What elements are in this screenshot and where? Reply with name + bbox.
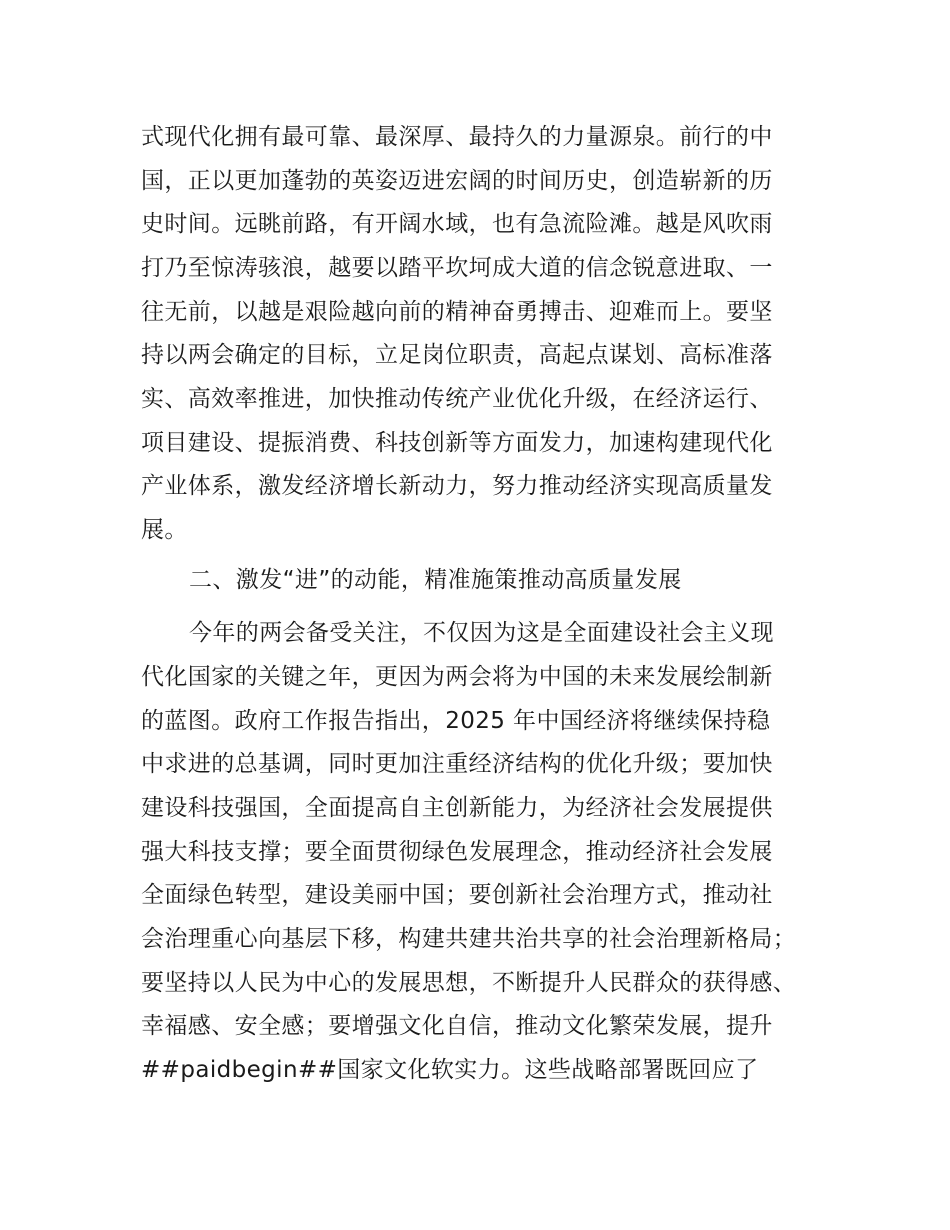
text-line: 项目建设、提振消费、科技创新等方面发力，加速构建现代化: [141, 430, 773, 456]
text-line: 国，正以更加蓬勃的英姿迈进宏阔的时间历史，创造崭新的历: [141, 168, 773, 194]
text-line: 式现代化拥有最可靠、最深厚、最持久的力量源泉。前行的中: [141, 124, 773, 150]
text-line: 实、高效率推进，加快推动传统产业优化升级，在经济运行、: [141, 386, 773, 412]
text-line: 建设科技强国，全面提高自主创新能力，为经济社会发展提供: [141, 795, 773, 821]
text-line: 代化国家的关键之年，更因为两会将为中国的未来发展绘制新: [141, 664, 773, 690]
text-line: 打乃至惊涛骇浪，越要以踏平坎坷成大道的信念锐意进取、一: [141, 255, 773, 281]
text-line: 全面绿色转型，建设美丽中国；要创新社会治理方式，推动社: [141, 882, 773, 908]
text-line: 产业体系，激发经济增长新动力，努力推动经济实现高质量发: [141, 473, 773, 499]
text-line: 会治理重心向基层下移，构建共建共治共享的社会治理新格局；: [141, 926, 797, 952]
text-line: 幸福感、安全感；要增强文化自信，推动文化繁荣发展，提升: [141, 1013, 773, 1039]
text-line: 展。: [141, 517, 188, 543]
text-line: 强大科技支撑；要全面贯彻绿色发展理念，推动经济社会发展: [141, 839, 773, 865]
text-line: 史时间。远眺前路，有开阔水域，也有急流险滩。越是风吹雨: [141, 211, 773, 237]
text-line: ##paidbegin##国家文化软实力。这些战略部署既回应了: [141, 1057, 759, 1083]
text-line: 往无前，以越是艰险越向前的精神奋勇搏击、迎难而上。要坚: [141, 299, 773, 325]
text-line: 中求进的总基调，同时更加注重经济结构的优化升级；要加快: [141, 751, 773, 777]
text-line: 的蓝图。政府工作报告指出，2025 年中国经济将继续保持稳: [141, 708, 771, 734]
section-heading: 二、激发“进”的动能，精准施策推动高质量发展: [189, 567, 682, 593]
text-line: 持以两会确定的目标，立足岗位职责，高起点谋划、高标准落: [141, 342, 773, 368]
text-line: 今年的两会备受关注，不仅因为这是全面建设社会主义现: [189, 620, 774, 646]
text-line: 要坚持以人民为中心的发展思想，不断提升人民群众的获得感、: [141, 970, 797, 996]
